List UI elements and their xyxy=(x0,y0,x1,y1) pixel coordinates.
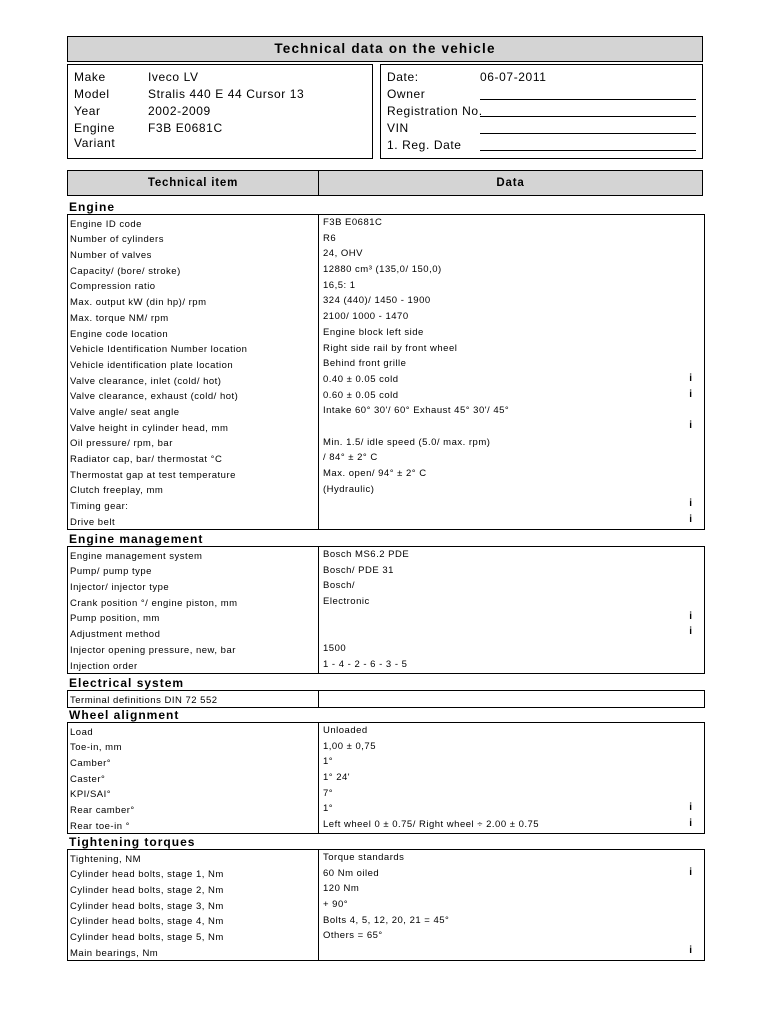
technical-item-cell: Pump/ pump type xyxy=(70,566,152,578)
registration-row xyxy=(381,137,699,153)
registration-label: Registration No. xyxy=(387,104,483,118)
table-row xyxy=(68,262,704,278)
technical-item-cell: Pump position, mm xyxy=(70,613,160,625)
table-row xyxy=(68,817,704,833)
table-row xyxy=(68,563,704,579)
vehicle-row xyxy=(68,69,368,85)
registration-row xyxy=(381,86,699,102)
technical-item-cell: Crank position °/ engine piston, mm xyxy=(70,597,238,609)
data-cell: 1,00 ± 0,75 xyxy=(323,740,376,752)
table-row xyxy=(68,610,704,626)
data-cell: 24, OHV xyxy=(323,248,363,260)
header-technical-item: Technical item xyxy=(67,170,319,196)
data-cell: 1° xyxy=(323,803,334,815)
info-icon[interactable]: i xyxy=(689,419,692,431)
technical-item-cell: Valve clearance, inlet (cold/ hot) xyxy=(70,375,222,387)
table-row xyxy=(68,754,704,770)
technical-item-cell: Terminal definitions DIN 72 552 xyxy=(70,694,218,706)
data-cell: 12880 cm³ (135,0/ 150,0) xyxy=(323,264,442,276)
vehicle-value: Iveco LV xyxy=(148,70,199,84)
data-cell: Torque standards xyxy=(323,852,405,863)
info-icon[interactable]: i xyxy=(689,818,692,830)
section-table xyxy=(67,722,705,834)
table-row xyxy=(68,513,704,529)
data-cell: Bosch MS6.2 PDE xyxy=(323,549,410,560)
technical-item-cell: Engine ID code xyxy=(70,218,142,230)
technical-item-cell: Valve clearance, exhaust (cold/ hot) xyxy=(70,391,239,403)
data-cell: Right side rail by front wheel xyxy=(323,342,458,354)
section-title: Electrical system xyxy=(69,676,185,690)
vehicle-row xyxy=(68,103,368,119)
technical-item-cell: Number of valves xyxy=(70,250,152,262)
technical-item-cell: Injection order xyxy=(70,660,138,672)
technical-item-cell: Max. output kW (din hp)/ rpm xyxy=(70,297,207,309)
data-cell: + 90° xyxy=(323,899,349,911)
data-cell: Engine block left side xyxy=(323,326,424,338)
table-row xyxy=(68,450,704,466)
first-reg-date-field[interactable] xyxy=(480,137,696,151)
vehicle-value: F3B E0681C xyxy=(148,121,223,135)
info-icon[interactable]: i xyxy=(689,945,692,957)
data-cell: Left wheel 0 ± 0.75/ Right wheel ÷ 2.00 ± 0.75 xyxy=(323,819,540,831)
technical-item-cell: Camber° xyxy=(70,758,112,770)
info-icon[interactable]: i xyxy=(689,498,692,510)
table-row xyxy=(68,739,704,755)
info-icon[interactable]: i xyxy=(689,866,692,878)
table-row xyxy=(68,723,704,739)
registration-label: Owner xyxy=(387,87,426,101)
technical-item-cell: Cylinder head bolts, stage 5, Nm xyxy=(70,932,224,944)
data-cell: F3B E0681C xyxy=(323,217,383,228)
data-cell: 324 (440)/ 1450 - 1900 xyxy=(323,295,431,307)
header-data: Data xyxy=(318,170,703,196)
technical-item-cell: Vehicle Identification Number location xyxy=(70,344,248,356)
data-cell: 7° xyxy=(323,787,334,799)
technical-item-cell: Capacity/ (bore/ stroke) xyxy=(70,265,181,277)
registration-row xyxy=(381,69,699,85)
technical-item-cell: Injector opening pressure, new, bar xyxy=(70,644,236,656)
table-row xyxy=(68,641,704,657)
technical-item-cell: Engine code location xyxy=(70,328,169,340)
table-row xyxy=(68,657,704,673)
technical-item-cell: Clutch freeplay, mm xyxy=(70,485,164,497)
data-cell: Bosch/ PDE 31 xyxy=(323,564,394,576)
data-cell: Max. open/ 94° ± 2° C xyxy=(323,468,427,479)
data-cell: 60 Nm oiled xyxy=(323,867,380,879)
section-table xyxy=(67,690,705,708)
info-icon[interactable]: i xyxy=(689,802,692,814)
table-row xyxy=(68,866,704,882)
table-row xyxy=(68,466,704,482)
vehicle-value: 2002-2009 xyxy=(148,104,211,118)
technical-item-cell: Cylinder head bolts, stage 3, Nm xyxy=(70,900,224,912)
table-row xyxy=(68,897,704,913)
section-title: Tightening torques xyxy=(69,835,196,849)
data-cell: (Hydraulic) xyxy=(323,483,375,495)
data-cell: 1500 xyxy=(323,643,347,655)
vehicle-label: Make xyxy=(74,70,106,84)
vin-field[interactable] xyxy=(480,120,696,134)
technical-item-cell: Main bearings, Nm xyxy=(70,947,159,959)
table-row xyxy=(68,356,704,372)
info-icon[interactable]: i xyxy=(689,514,692,526)
section-title: Engine management xyxy=(69,532,204,546)
table-row xyxy=(68,913,704,929)
technical-item-cell: Cylinder head bolts, stage 1, Nm xyxy=(70,869,224,881)
info-icon[interactable]: i xyxy=(689,388,692,400)
vehicle-info-box xyxy=(67,64,373,159)
data-cell: 1° 24' xyxy=(323,772,351,784)
data-cell: 120 Nm xyxy=(323,883,360,895)
vehicle-label: Year xyxy=(74,104,101,118)
technical-item-cell: Rear toe-in ° xyxy=(70,820,130,832)
registration-info-box xyxy=(380,64,703,159)
table-row xyxy=(68,547,704,563)
table-row xyxy=(68,497,704,513)
page-title: Technical data on the vehicle xyxy=(67,36,703,62)
section-table xyxy=(67,849,705,961)
data-cell: 2100/ 1000 - 1470 xyxy=(323,311,409,323)
vehicle-label: Model xyxy=(74,87,110,101)
technical-item-cell: Valve height in cylinder head, mm xyxy=(70,422,229,434)
table-row xyxy=(68,944,704,960)
table-row xyxy=(68,246,704,262)
technical-item-cell: Thermostat gap at test temperature xyxy=(70,469,236,481)
data-cell: Bolts 4, 5, 12, 20, 21 = 45° xyxy=(323,914,450,926)
table-row xyxy=(68,691,704,707)
data-cell: R6 xyxy=(323,232,337,244)
table-row xyxy=(68,786,704,802)
table-row xyxy=(68,215,704,231)
technical-item-cell: Drive belt xyxy=(70,516,116,528)
technical-item-cell: Number of cylinders xyxy=(70,234,164,246)
technical-item-cell: Injector/ injector type xyxy=(70,582,170,594)
technical-item-cell: Timing gear: xyxy=(70,501,129,513)
table-row xyxy=(68,801,704,817)
vehicle-row xyxy=(68,120,368,136)
technical-item-cell: Adjustment method xyxy=(70,629,161,641)
vehicle-row xyxy=(68,86,368,102)
table-row xyxy=(68,419,704,435)
technical-item-cell: Oil pressure/ rpm, bar xyxy=(70,438,173,450)
technical-item-cell: Tightening, NM xyxy=(70,853,142,865)
section-table xyxy=(67,214,705,530)
technical-item-cell: Radiator cap, bar/ thermostat °C xyxy=(70,454,223,465)
data-cell: 16,5: 1 xyxy=(323,279,356,291)
data-cell: Others = 65° xyxy=(323,930,383,942)
table-row xyxy=(68,372,704,388)
technical-item-cell: Load xyxy=(70,726,94,738)
data-cell: 0.40 ± 0.05 cold xyxy=(323,373,399,385)
table-row xyxy=(68,309,704,325)
registration-label: Date: xyxy=(387,70,419,84)
technical-item-cell: Compression ratio xyxy=(70,281,156,293)
data-cell: / 84° ± 2° C xyxy=(323,452,378,464)
data-cell: Intake 60° 30'/ 60° Exhaust 45° 30'/ 45° xyxy=(323,405,510,417)
data-cell: Unloaded xyxy=(323,725,368,736)
technical-item-cell: Valve angle/ seat angle xyxy=(70,406,180,418)
table-row xyxy=(68,278,704,294)
table-row xyxy=(68,403,704,419)
table-row xyxy=(68,578,704,594)
technical-item-cell: Caster° xyxy=(70,773,106,785)
section-title: Wheel alignment xyxy=(69,708,180,722)
table-row xyxy=(68,482,704,498)
registration-row xyxy=(381,103,699,119)
table-row xyxy=(68,625,704,641)
owner-field[interactable] xyxy=(480,86,696,100)
registration-value: 06-07-2011 xyxy=(480,70,547,84)
data-cell: 1 - 4 - 2 - 6 - 3 - 5 xyxy=(323,658,408,670)
registration-number-field[interactable] xyxy=(480,103,696,117)
table-row xyxy=(68,928,704,944)
vehicle-value: Stralis 440 E 44 Cursor 13 xyxy=(148,87,305,101)
technical-item-cell: Toe-in, mm xyxy=(70,742,122,754)
data-cell: Min. 1.5/ idle speed (5.0/ max. rpm) xyxy=(323,436,491,448)
table-row xyxy=(68,341,704,357)
technical-item-cell: Cylinder head bolts, stage 2, Nm xyxy=(70,885,224,897)
technical-item-cell: Rear camber° xyxy=(70,805,135,817)
table-row xyxy=(68,770,704,786)
table-row xyxy=(68,231,704,247)
registration-row xyxy=(381,120,699,136)
vehicle-label: Engine xyxy=(74,121,115,135)
table-row xyxy=(68,850,704,866)
data-cell: Electronic xyxy=(323,596,370,608)
data-cell: 1° xyxy=(323,756,334,768)
technical-item-cell: Engine management system xyxy=(70,550,203,562)
data-cell: Bosch/ xyxy=(323,580,356,592)
section-table xyxy=(67,546,705,674)
vehicle-label: Variant xyxy=(74,136,116,150)
table-header xyxy=(67,170,703,195)
table-row xyxy=(68,881,704,897)
section-title: Engine xyxy=(69,200,116,214)
info-icon[interactable]: i xyxy=(689,626,692,638)
info-icon[interactable]: i xyxy=(689,610,692,622)
technical-item-cell: Max. torque NM/ rpm xyxy=(70,312,169,324)
info-icon[interactable]: i xyxy=(689,372,692,384)
table-row xyxy=(68,435,704,451)
table-row xyxy=(68,293,704,309)
registration-label: VIN xyxy=(387,121,409,135)
technical-item-cell: Cylinder head bolts, stage 4, Nm xyxy=(70,916,224,928)
registration-label: 1. Reg. Date xyxy=(387,138,462,152)
table-row xyxy=(68,594,704,610)
data-cell: 0.60 ± 0.05 cold xyxy=(323,389,399,401)
technical-item-cell: Vehicle identification plate location xyxy=(70,359,234,371)
data-cell: Behind front grille xyxy=(323,358,407,370)
table-row xyxy=(68,388,704,404)
technical-item-cell: KPI/SAI° xyxy=(70,789,112,801)
table-row xyxy=(68,325,704,341)
vehicle-row xyxy=(68,135,368,151)
